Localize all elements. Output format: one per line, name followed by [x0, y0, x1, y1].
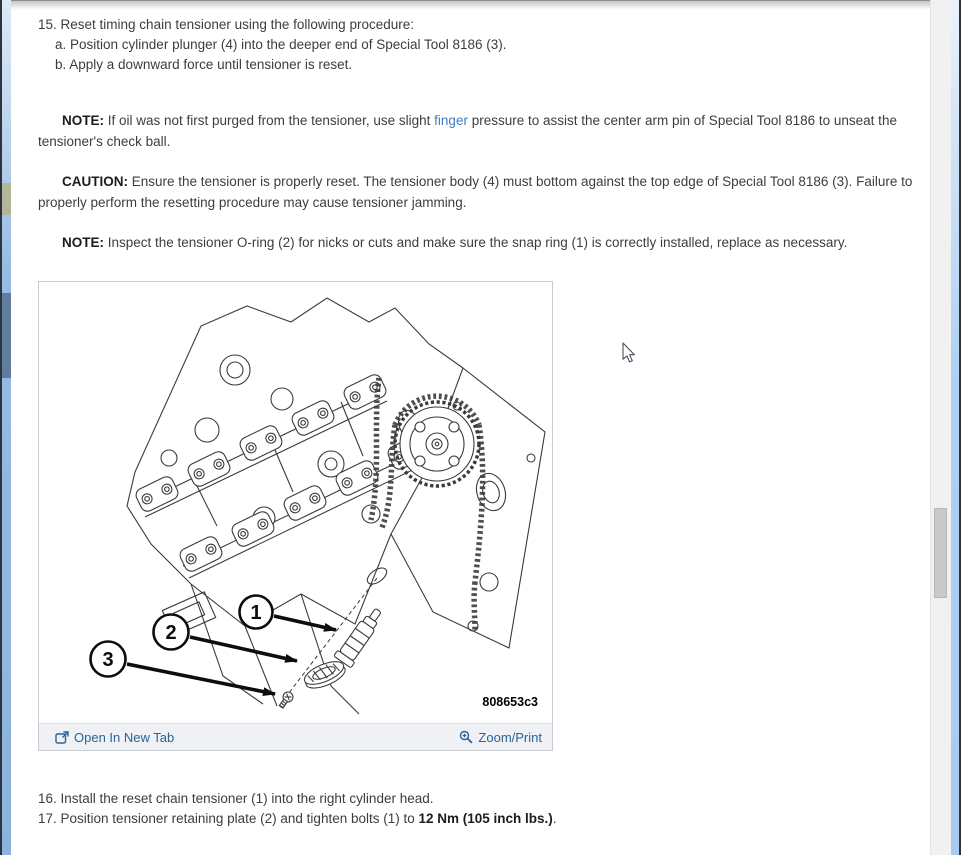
open-in-new-tab-label: Open In New Tab [74, 729, 175, 745]
mouse-cursor [622, 342, 637, 364]
window-left-edge [2, 0, 11, 855]
substep-a [38, 35, 507, 55]
step-17-text-pre: Position tensioner retaining plate (2) and tighten bolts (1) to [56, 811, 419, 826]
step-17 [38, 809, 557, 829]
note-2 [38, 232, 918, 253]
vertical-scrollbar-track[interactable] [930, 0, 951, 855]
substep-b-text: Apply a downward force until tensioner is reset. [66, 57, 353, 72]
svg-text:1: 1 [250, 602, 262, 624]
substep-b [38, 55, 507, 75]
external-link-icon [55, 731, 69, 744]
zoom-print-link[interactable] [459, 730, 542, 745]
caution-text: Ensure the tensioner is properly reset. The tensioner body (4) must bottom against the top edge of Special Tool 8186 (3). Failure to properly perform the resetting procedure may cause tensioner jamming. [38, 173, 913, 210]
callout-2-bubble [154, 615, 189, 650]
retaining-plate-part [301, 657, 348, 693]
zoom-print-label: Zoom/Print [478, 729, 542, 745]
step-17-text-post: . [552, 811, 557, 826]
note-2-text: Inspect the tensioner O-ring (2) for nicks or cuts and make sure the snap ring (1) is correctly installed, replace as necessary. [104, 234, 848, 250]
step-16-text: Install the reset chain tensioner (1) into the right cylinder head. [56, 791, 434, 806]
open-in-new-tab-link[interactable] [55, 730, 174, 745]
svg-text:3: 3 [102, 649, 114, 671]
note-1-text-pre: If oil was not first purged from the tensioner, use slight [104, 112, 435, 128]
callout-1-bubble [240, 596, 273, 629]
step-16-number: 16. [38, 791, 57, 806]
bolt-part [277, 690, 295, 710]
steps-16-17-block [38, 789, 557, 829]
substep-b-label: b. [55, 57, 67, 72]
step-17-number: 17. [38, 811, 57, 826]
note-2-label: NOTE: [62, 234, 104, 250]
figure-toolbar [39, 723, 552, 750]
note-1-text-post: pressure to assist the center arm pin of Special Tool 8186 to unseat the tensioner's check ball. [38, 112, 897, 149]
svg-text:2: 2 [165, 622, 177, 644]
magnifier-plus-icon [459, 730, 473, 744]
background-window-sliver [2, 293, 11, 378]
engine-diagram [39, 282, 552, 723]
note-1 [38, 110, 918, 152]
torque-spec: 12 Nm (105 inch lbs.) [418, 811, 553, 826]
callout-3-bubble [91, 642, 126, 677]
step-15 [38, 15, 507, 35]
background-window-sliver [2, 183, 11, 215]
engine-line-art [39, 282, 552, 723]
caution-label: CAUTION: [62, 173, 128, 189]
vertical-scrollbar-thumb[interactable] [934, 508, 947, 598]
step-15-number: 15. [38, 17, 57, 32]
step-15-text: Reset timing chain tensioner using the following procedure: [56, 17, 414, 32]
engine-block-right-face [391, 368, 545, 648]
figure-code: 808653c3 [482, 695, 538, 709]
substep-a-text: Position cylinder plunger (4) into the deeper end of Special Tool 8186 (3). [66, 37, 507, 52]
step-16 [38, 789, 557, 809]
chain-tensioner-part [334, 604, 387, 668]
content-top-shadow [11, 0, 930, 10]
caution-note [38, 171, 918, 213]
figure-panel [38, 281, 553, 751]
cam-sprocket [395, 402, 479, 486]
substep-a-label: a. [55, 37, 67, 52]
window-right-edge [951, 0, 959, 855]
note-1-label: NOTE: [62, 112, 104, 128]
step-15-block [38, 15, 507, 75]
finger-link[interactable]: finger [434, 112, 468, 128]
